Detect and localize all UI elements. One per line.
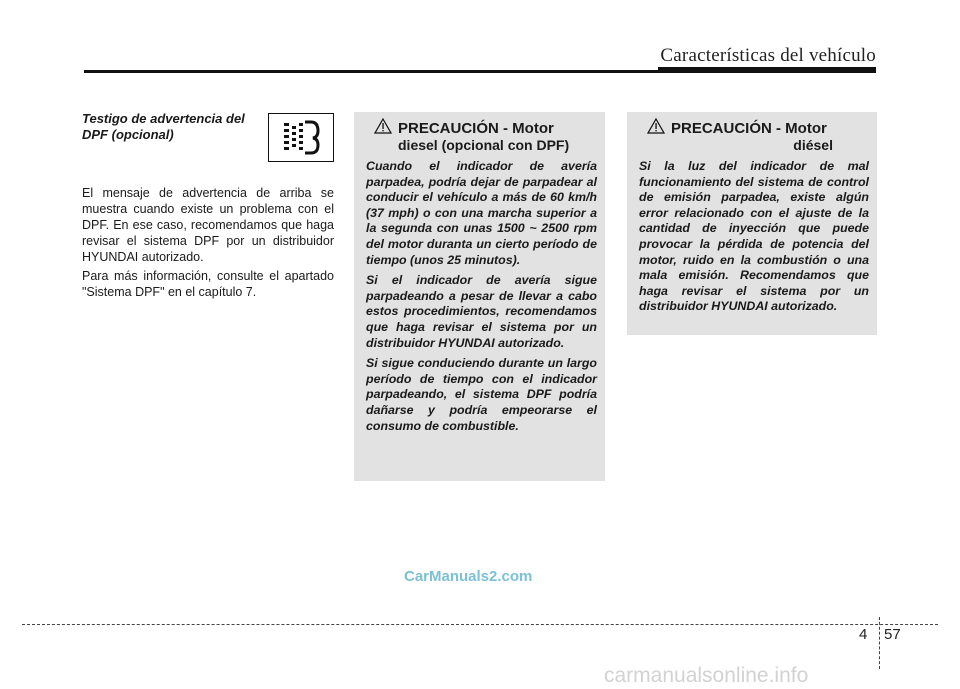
caution-paragraph: Cuando el indicador de avería parpadea, podría dejar de parpadear al conducir el vehículo a más de 60 km/h (37 mph) o con una marcha superior a la segunda con unas 1500 ~ 2500 rpm del motor duranta un cierto período de tiempo (unos 25 minutos).	[366, 159, 597, 267]
caution-title: PRECAUCIÓN - Motor	[671, 120, 827, 137]
text-block	[82, 185, 334, 300]
dpf-warning-icon	[281, 119, 321, 157]
caution-paragraph: Si sigue conduciendo durante un largo período de tiempo con el indicador parpadeando, el sistema DPF podría dañarse y podría empeorarse el consumo de combustible.	[366, 356, 597, 433]
paragraph: Para más información, consulte el apartado "Sistema DPF" en el capítulo 7.	[82, 269, 334, 299]
page-number: 57	[884, 626, 901, 643]
left-column	[82, 111, 334, 303]
chapter-number: 4	[859, 626, 868, 643]
caution-title: PRECAUCIÓN - Motor	[398, 120, 554, 137]
footer-rule	[22, 624, 938, 625]
watermark-link[interactable]: CarManuals2.com	[404, 568, 533, 585]
warning-triangle-icon	[374, 118, 392, 134]
paragraph: El mensaje de advertencia de arriba se muestra cuando existe un problema con el DPF. En ese caso, recomendamos que haga revisar el sistema DPF por un distribuidor HYUNDAI autorizado.	[82, 186, 334, 264]
caution-box-dpf	[354, 112, 605, 481]
section-title: Testigo de advertencia del DPF (opcional)	[82, 111, 245, 142]
caution-subtitle: diesel (opcional con DPF)	[398, 137, 570, 153]
caution-paragraph: Si la luz del indicador de mal funcionamiento del sistema de control de emisión parpadea, existe algún error relacionado con el ajuste de la cantidad de inyección que puede provocar la pérdida de potencia del motor, ruido en la combustión o una mala emisión. Recomendamos que haga revisar el sistema por un distribuidor HYUNDAI autorizado.	[639, 159, 869, 314]
footer-divider	[879, 617, 880, 669]
warning-triangle-icon	[647, 118, 665, 134]
indicator-box	[268, 113, 334, 162]
header-title: Características del vehículo	[660, 45, 876, 66]
caution-box-diesel	[627, 112, 877, 335]
header-rule-accent	[658, 67, 876, 73]
caution-subtitle: diésel	[793, 137, 833, 153]
caution-heading	[366, 120, 597, 154]
caution-heading	[639, 120, 869, 154]
site-watermark: carmanualsonline.info	[604, 664, 809, 687]
caution-paragraph: Si el indicador de avería sigue parpadeando a pesar de llevar a cabo estos procedimientos, recomendamos que haga revisar el sistema por un distribuidor HYUNDAI autorizado.	[366, 273, 597, 350]
